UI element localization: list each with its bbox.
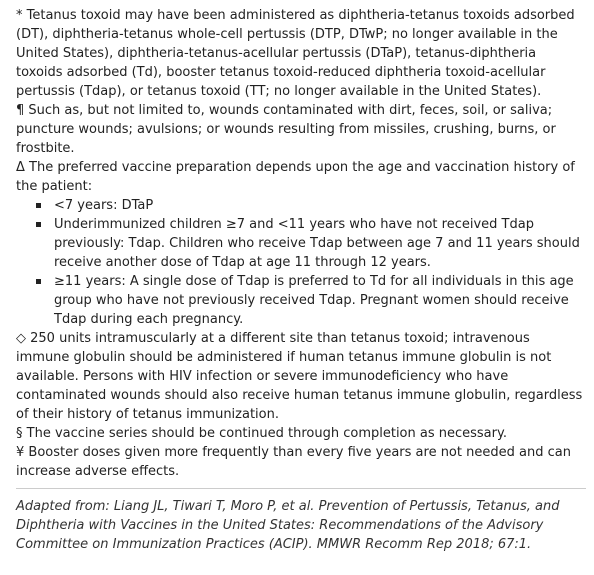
footnote-booster: ¥ Booster doses given more frequently than every five years are not needed and can increase adverse effects. [16,445,571,479]
footnote-immune-globulin: ◇ 250 units intramuscularly at a different site than tetanus toxoid; intravenous immune globulin should be administered if human tetanus immune globulin is not available. Persons with HIV infection or severe immunodeficiency who have contaminated wounds should also receive human tetanus immune globulin, regardless of their history of tetanus immunization. [16,331,583,422]
source-citation: Adapted from: Liang JL, Tiwari T, Moro P, et al. Prevention of Pertussis, Tetanus, and Diphtheria with Vaccines in the United States: Recommendations of the Advisory Committee on Immunization Practices (ACIP). MMWR Recomm Rep 2018; 67:1. [16,499,560,552]
list-item-under-7: <7 years: DTaP [36,196,586,215]
footnote-series-completion: § The vaccine series should be continued through completion as necessary. [16,426,507,441]
footnote-tetanus-toxoid: * Tetanus toxoid may have been administered as diphtheria-tetanus toxoids adsorbed (DT), diphtheria-tetanus whole-cell pertussis (DTP, DTwP; no longer available in the United States), diphtheria-tetanus-acellular pertussis (DTaP), tetanus-diphtheria toxoids adsorbed (Td), booster tetanus toxoid-reduced diphtheria toxoid-acellular pertussis (Tdap), or tetanus toxoid (TT; no longer available in the United States). [16,8,575,99]
list-item-7-to-11: Underimmunized children ≥7 and <11 years who have not received Tdap previously: Tdap. Children who receive Tdap between age 7 and 11 years should receive another dose of Tdap at age 11 through 12 years. [36,215,586,272]
footnote-preferred-vaccine: Δ The preferred vaccine preparation depends upon the age and vaccination history of the patient: [16,160,575,194]
vaccine-age-list [16,196,586,329]
divider [16,488,586,489]
list-item-11-plus: ≥11 years: A single dose of Tdap is preferred to Td for all individuals in this age group who have not previously received Tdap. Pregnant women should receive Tdap during each pregnancy. [36,272,586,329]
footnote-wounds: ¶ Such as, but not limited to, wounds contaminated with dirt, feces, soil, or saliva; puncture wounds; avulsions; or wounds resulting from missiles, crushing, burns, or frostbite. [16,103,556,156]
